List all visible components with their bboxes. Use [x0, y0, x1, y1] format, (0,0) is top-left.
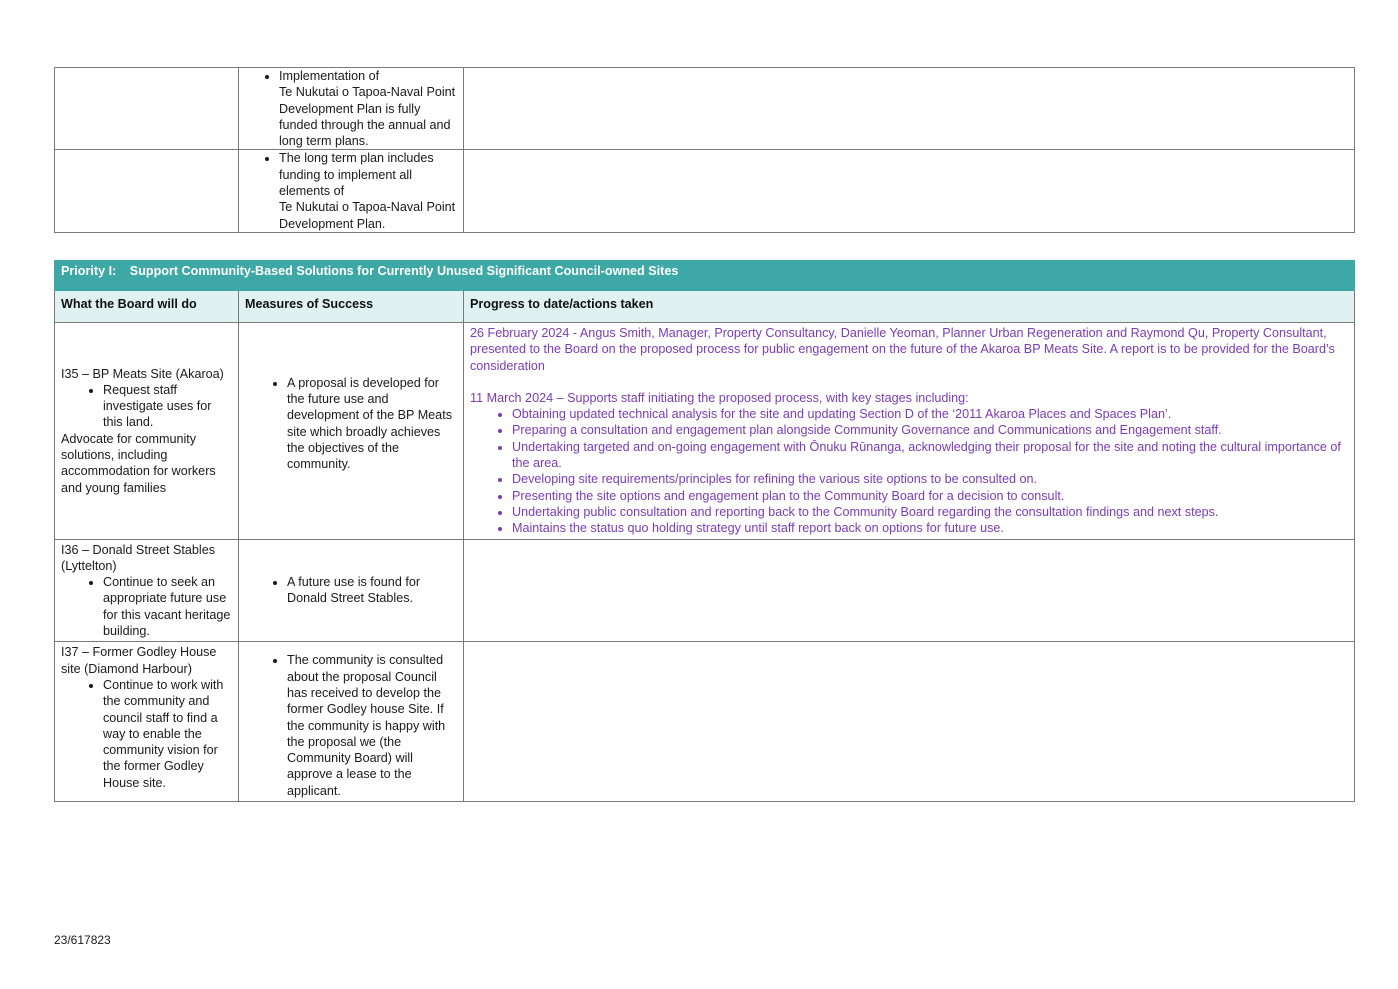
table-row [55, 150, 1355, 232]
measure-bullet: • The community is consulted about the proposal Council has received to develop the former Godley house Site. If the community is happy with the proposal we (the Community Board) will approve a lease to the applicant. [287, 652, 457, 799]
progress-bullet: • Presenting the site options and engagement plan to the Community Board for a decision to consult. [512, 488, 1348, 504]
progress-bullet: • Preparing a consultation and engagement plan alongside Community Governance and Communications and Engagement staff. [512, 422, 1348, 438]
measure-text-part: Te Nukutai o Tapoa-Naval Point Development Plan is fully funded through the annual and long term plans. [279, 85, 456, 149]
measure-cell [239, 68, 464, 150]
table-row [55, 642, 1355, 802]
column-header-measures: Measures of Success [239, 291, 464, 323]
priority-label: Priority I: [61, 264, 117, 278]
progress-entry: 26 February 2024 - Angus Smith, Manager, Property Consultancy, Danielle Yeoman, Planner Urban Regeneration and Raymond Qu, Property Consultant, presented to the Board on the proposed process for public engagement on the future of the Akaroa BP Meats Site. A report is to be provided for the Board’s consideration [470, 326, 1335, 373]
measure-bullet: • A future use is found for Donald Street Stables. [287, 574, 457, 607]
continuation-table [54, 67, 1355, 233]
measure-cell [239, 642, 464, 802]
document-reference: 23/617823 [54, 933, 111, 947]
action-cell [55, 642, 239, 802]
priority-table [54, 260, 1355, 802]
progress-bullet: • Undertaking public consultation and reporting back to the Community Board regarding the consultation findings and next steps. [512, 504, 1348, 520]
action-bullet: • Request staff investigate uses for this land. [103, 382, 232, 431]
action-cell [55, 68, 239, 150]
table-row [55, 323, 1355, 540]
priority-title [55, 261, 1355, 291]
column-header-action: What the Board will do [55, 291, 239, 323]
column-header-progress: Progress to date/actions taken [464, 291, 1355, 323]
action-title: I35 – BP Meats Site (Akaroa) [61, 366, 224, 381]
progress-bullet: • Maintains the status quo holding strategy until staff report back on options for future use. [512, 520, 1348, 536]
progress-cell [464, 68, 1355, 150]
measure-bullet [279, 150, 457, 231]
action-cell [55, 150, 239, 232]
action-bullet: • Continue to seek an appropriate future use for this vacant heritage building. [103, 574, 232, 639]
priority-title-text: Support Community-Based Solutions for Currently Unused Significant Council-owned Sites [129, 264, 679, 278]
measure-cell [239, 323, 464, 540]
action-title: I36 – Donald Street Stables (Lyttelton) [61, 542, 216, 573]
progress-cell [464, 539, 1355, 642]
measure-bullet [279, 68, 457, 149]
column-header-row [55, 291, 1355, 323]
measure-text-part: Te Nukutai o Tapoa-Naval Point Development Plan. [279, 200, 456, 231]
measure-cell [239, 150, 464, 232]
action-title: I37 – Former Godley House site (Diamond Harbour) [61, 645, 217, 676]
measure-bullet: • A proposal is developed for the future use and development of the BP Meats site which broadly achieves the objectives of the community. [287, 375, 457, 473]
progress-cell [464, 642, 1355, 802]
progress-cell [464, 150, 1355, 232]
action-note: Advocate for community solutions, including accommodation for workers and young families [61, 431, 216, 495]
measure-text-part: The long term plan includes funding to implement all elements of [279, 151, 434, 199]
action-bullet: • Continue to work with the community and council staff to find a way to enable the community vision for the former Godley House site. [103, 677, 232, 791]
table-row [55, 539, 1355, 642]
measure-cell [239, 539, 464, 642]
measure-text-part: Implementation of [279, 69, 380, 83]
progress-bullet: • Undertaking targeted and on-going engagement with Ōnuku Rūnanga, acknowledging their proposal for the site and noting the cultural importance of the area. [512, 439, 1348, 472]
priority-header-row [55, 261, 1355, 291]
progress-bullet: • Developing site requirements/principles for refining the various site options to be consulted on. [512, 471, 1348, 487]
table-row [55, 68, 1355, 150]
action-cell [55, 539, 239, 642]
progress-entry: 11 March 2024 – Supports staff initiating the proposed process, with key stages including: [470, 390, 969, 405]
progress-bullet: • Obtaining updated technical analysis for the site and updating Section D of the ‘2011 Akaroa Places and Spaces Plan’. [512, 406, 1348, 422]
action-cell [55, 323, 239, 540]
progress-cell [464, 323, 1355, 540]
